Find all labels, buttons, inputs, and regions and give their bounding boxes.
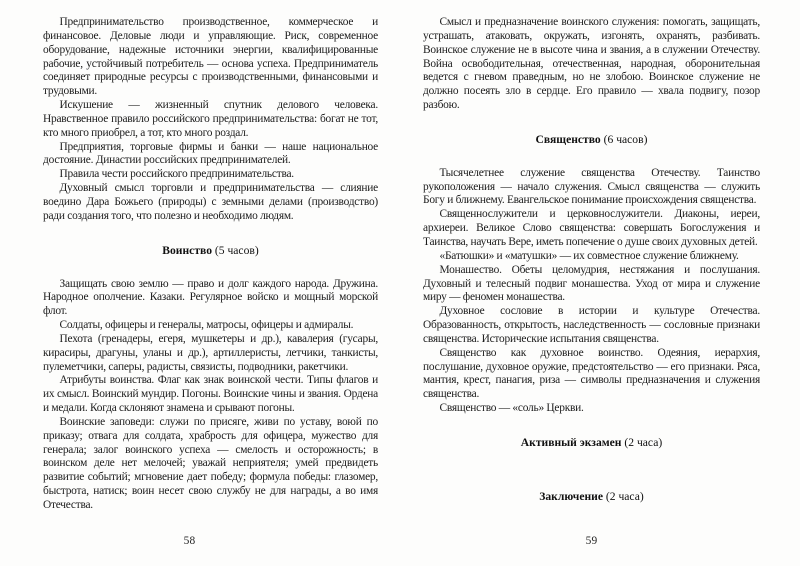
body-paragraph: Солдаты, офицеры и генералы, матросы, офицеры и адмиралы. xyxy=(59,319,354,332)
body-paragraph: Священство как духовное воинство. Одеяния, иерархия, послушание, духовное оружие, предстоятельство — его признаки. Ряса, мантия, крест, панагия, риза — символы предназначения и служения священства. xyxy=(423,346,760,401)
body-paragraph: Духовный смысл торговли и предпринимательства — слияние воедино Дара Божьего (природы) с земными делами (производство) ради создания того, что полезно и необходимо людям. xyxy=(43,182,378,222)
text-block-left xyxy=(43,16,378,516)
heading-spacer xyxy=(423,113,760,133)
heading-spacer xyxy=(423,450,760,470)
body-paragraph: Смысл и предназначение воинского служения: помогать, защищать, устрашать, атаковать, окружать, изгонять, охранять, разбивать. Воинское служение не в высоте чина и звания, а в служении Отечеству. Война освободительная, отечественная, народная, оборонительная ведется с гневом праведным, но не злобою. Воинское служение не должно посеять зло в сердце. Его правило — хвала подвигу, позор разбою. xyxy=(423,16,760,112)
body-paragraph: Священнослужители и церковнослужители. Диаконы, иереи, архиереи. Великое Слово священства: совершать Богослужения и Таинства, научать Вере, иметь попечение о душе своих духовных детей. xyxy=(423,208,760,248)
page-number-right: 59 xyxy=(585,535,598,547)
body-paragraph: Монашество. Обеты целомудрия, нестяжания и послушания. Духовный и телесный подвиг монашества. Уход от мира и служение миру — феномен монашества. xyxy=(423,263,760,304)
section-heading-hours: (5 часов) xyxy=(212,243,259,257)
section-heading-title: Воинство xyxy=(162,243,212,257)
body-paragraph: Правила чести российского предпринимательства. xyxy=(59,168,294,181)
heading-spacer xyxy=(423,416,760,436)
section-heading-title: Священство xyxy=(535,132,601,146)
heading-spacer xyxy=(423,470,760,490)
section-heading-hours: (2 часа) xyxy=(621,435,663,449)
body-paragraph: «Батюшки» и «матушки» — их совместное служение ближнему. xyxy=(439,249,739,262)
section-heading-title: Заключение xyxy=(539,489,603,503)
body-paragraph: Воинские заповеди: служи по присяге, живи по уставу, воюй по приказу; отвага для солдата, храбрость для офицера, мужество для генерала; залог воинского успеха — смелость и осторожность; в воинском деле нет мелочей; уважай неприятеля; умей предвидеть развитие событий; мгновение дает победу; формула победы: глазомер, быстрота, натиск; воин несет свою службу не для награды, а во имя Отечества. xyxy=(43,415,378,511)
heading-spacer xyxy=(423,147,760,167)
body-paragraph: Предпринимательство производственное, коммерческое и финансовое. Деловые люди и управляющие. Риск, современное оборудование, надежные источники энергии, квалифицированные рабочие, устойчивый потребитель — основа успеха. Предприниматель соединяет природные ресурсы с производственными, финансовыми и трудовыми. xyxy=(43,16,378,98)
section-heading-hours: (6 часов) xyxy=(600,132,648,146)
section-heading xyxy=(43,244,378,258)
section-heading xyxy=(423,133,760,147)
section-heading-hours: (2 часа) xyxy=(602,489,644,503)
body-paragraph: Искушение — жизненный спутник делового человека. Нравственное правило российского предпринимательства: богат не тот, кто много приобрел, а тот, кто много роздал. xyxy=(43,99,378,139)
section-heading xyxy=(423,436,760,450)
page-number-left: 58 xyxy=(183,535,196,547)
body-paragraph: Предприятия, торговые фирмы и банки — наше национальное достояние. Династии российских предпринимателей. xyxy=(43,140,378,167)
body-paragraph: Защищать свою землю — право и долг каждого народа. Дружина. Народное ополчение. Казаки. Регулярное войско и мощный морской флот. xyxy=(43,277,378,318)
body-paragraph: Пехота (гренадеры, егеря, мушкетеры и др.), кавалерия (гусары, кирасиры, драгуны, уланы и др.), артиллеристы, летчики, танкисты, пулеметчики, саперы, радисты, связисты, подводники, ракетчики. xyxy=(43,332,378,373)
heading-spacer xyxy=(43,224,378,244)
section-heading xyxy=(423,490,760,504)
heading-spacer xyxy=(423,504,760,516)
section-heading-title: Активный экзамен xyxy=(520,435,622,449)
body-paragraph: Священство — «соль» Церкви. xyxy=(439,402,584,415)
body-paragraph: Тысячелетнее служение священства Отечеству. Таинство рукоположения — начало служения. Смысл священства — служить Богу и ближнему. Евангельское понимание происхождения священства. xyxy=(423,166,760,207)
body-paragraph: Духовное сословие в истории и культуре Отечества. Образованность, открытость, наследственность — сословные признаки священства. Исторические испытания священства. xyxy=(423,305,760,345)
body-paragraph: Атрибуты воинства. Флаг как знак воинской чести. Типы флагов и их смысл. Воинский мундир. Погоны. Воинские чины и звания. Ордена и медали. Когда склоняют знамена и срывают погоны. xyxy=(43,374,378,415)
page-right xyxy=(400,0,800,566)
text-block-right xyxy=(423,16,760,516)
heading-spacer xyxy=(43,258,378,278)
